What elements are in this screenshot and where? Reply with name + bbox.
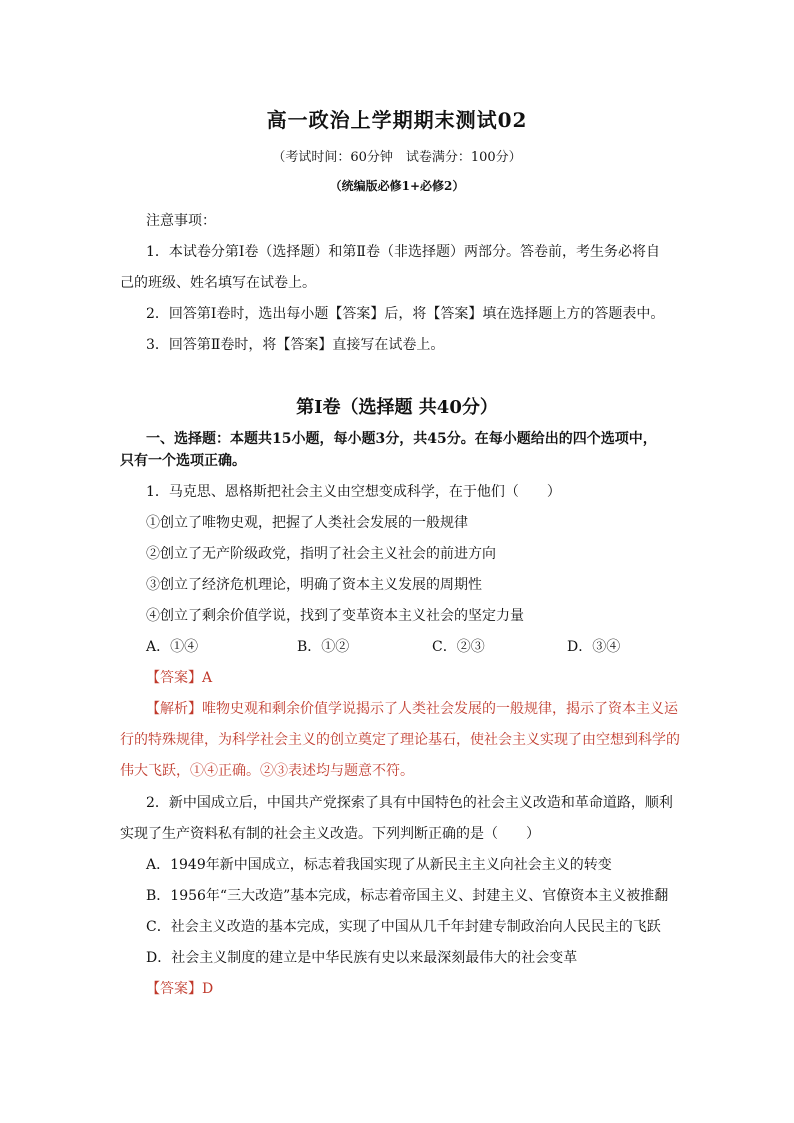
q1-option-b: B．①② <box>297 639 350 655</box>
instructions-line-1: 一、选择题：本题共15小题，每小题3分，共45分。在每小题给出的四个选项中， <box>146 431 657 447</box>
exam-subtitle: （考试时间：60分钟 试卷满分：100分） <box>272 150 522 165</box>
instructions-line-2: 只有一个选项正确。 <box>120 453 246 469</box>
q1-analysis-line-2: 行的特殊规律，为科学社会主义的创立奠定了理论基石，使社会主义实现了由空想到科学的 <box>120 732 680 748</box>
q1-analysis-line-1: 【解析】唯物史观和剩余价值学说揭示了人类社会发展的一般规律，揭示了资本主义运 <box>146 701 678 717</box>
q2-stem-line-2: 实现了生产资料私有制的社会主义改造。下列判断正确的是（ ） <box>120 826 540 842</box>
section-title: 第Ⅰ卷（选择题 共40分） <box>296 397 498 418</box>
q1-statement-1: ①创立了唯物史观，把握了人类社会发展的一般规律 <box>146 515 468 531</box>
q1-option-a: A．①④ <box>146 639 199 655</box>
edition-label: （统编版必修1+必修2） <box>329 179 465 193</box>
note-1-line-1: 1．本试卷分第Ⅰ卷（选择题）和第Ⅱ卷（非选择题）两部分。答卷前，考生务必将自 <box>146 244 660 260</box>
q1-option-d: D．③④ <box>567 639 621 655</box>
note-1-line-2: 己的班级、姓名填写在试卷上。 <box>120 275 316 291</box>
q1-statement-2: ②创立了无产阶级政党，指明了社会主义社会的前进方向 <box>146 546 496 562</box>
note-3: 3．回答第Ⅱ卷时，将【答案】直接写在试卷上。 <box>146 337 445 353</box>
q1-stem: 1．马克思、恩格斯把社会主义由空想变成科学，在于他们（ ） <box>146 484 561 500</box>
q2-option-c: C．社会主义改造的基本完成，实现了中国从几千年封建专制政治向人民民主的飞跃 <box>146 919 661 935</box>
q1-answer: 【答案】A <box>146 670 213 686</box>
q1-analysis-line-3: 伟大飞跃，①④正确。②③表述均与题意不符。 <box>120 763 414 779</box>
page-title: 高一政治上学期期末测试02 <box>266 108 528 132</box>
q1-statement-3: ③创立了经济危机理论，明确了资本主义发展的周期性 <box>146 577 482 593</box>
q2-option-b: B．1956年“三大改造”基本完成，标志着帝国主义、封建主义、官僚资本主义被推翻 <box>146 888 669 904</box>
note-2: 2．回答第Ⅰ卷时，选出每小题【答案】后，将【答案】填在选择题上方的答题表中。 <box>146 306 665 322</box>
q2-answer: 【答案】D <box>146 981 214 997</box>
q1-option-c: C．②③ <box>432 639 485 655</box>
notes-heading: 注意事项： <box>146 213 216 229</box>
q2-option-a: A．1949年新中国成立，标志着我国实现了从新民主主义向社会主义的转变 <box>146 857 612 873</box>
q1-statement-4: ④创立了剩余价值学说，找到了变革资本主义社会的坚定力量 <box>146 608 524 624</box>
q2-stem-line-1: 2．新中国成立后，中国共产党探索了具有中国特色的社会主义改造和革命道路，顺利 <box>146 795 673 811</box>
q2-option-d: D．社会主义制度的建立是中华民族有史以来最深刻最伟大的社会变革 <box>146 950 578 966</box>
